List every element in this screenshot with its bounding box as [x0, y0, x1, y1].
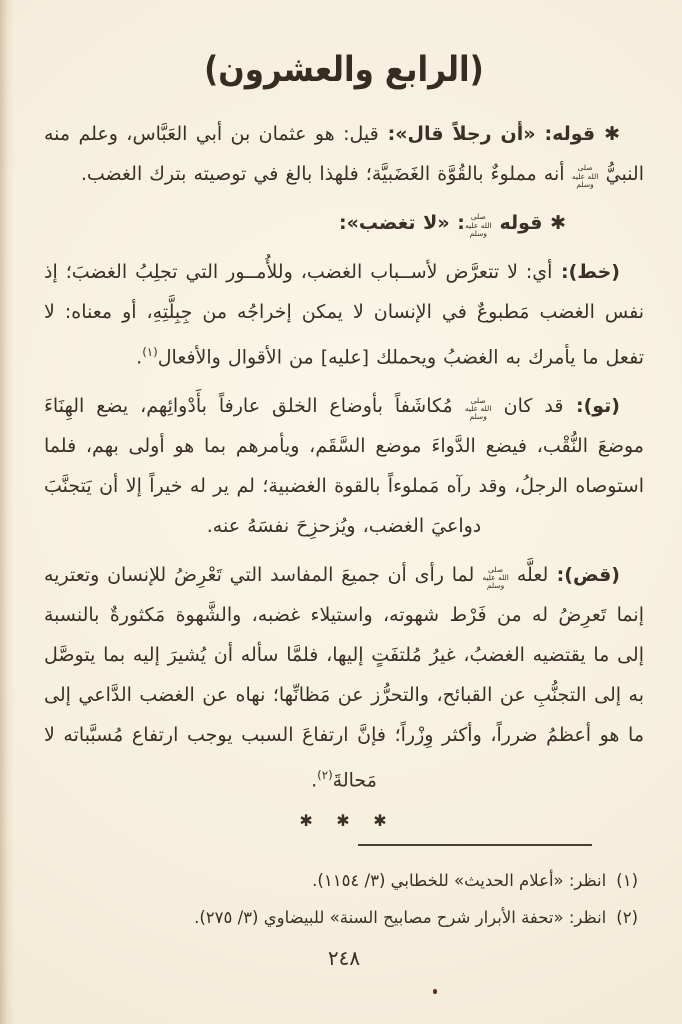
honorific-mark: صلى الله عليه وسلم — [482, 564, 509, 591]
emphasis-text: (خط): — [552, 261, 620, 283]
emphasis-text: ✱ قوله: «أن رجلاً قال»: — [378, 123, 620, 145]
body-run: . — [311, 769, 318, 792]
paragraph-qawl-la-taghdab — [44, 203, 644, 243]
body-run: قيل: هو عثمان بن أبي العَبَّاس، وعلم منه النبيُّ — [44, 123, 644, 185]
footnote-divider — [358, 844, 592, 846]
body-run: مُكاشَفاً بأوضاع الخلق عارفاً بأَدْوائِهم، يضع الهِنَاءَ موضعَ النُّقْب، فيضع الدَّواءَ موضع السَّقَم، ويأمرهم بما هو أولى بهم، فلما استوصاه الرجلُ، وقد رآه مَملوءاً بالقوة الغضبية؛ لم ير له خيراً إلا أن يَتجنَّبَ دواعيَ الغضب، ويُزحزِحَ نفسَهُ عنه. — [44, 395, 644, 538]
emphasis-text: (قض): — [548, 564, 620, 587]
page-number: ٢٤٨ — [327, 945, 361, 970]
paragraph-khatt — [44, 252, 644, 377]
footnote-number: (٢) — [616, 907, 638, 927]
emphasis-text: (تو): — [563, 395, 620, 418]
body-run: أي: لا تتعرَّض لأســباب الغضب، وللأُمــور التي تجلِبُ الغضبَ؛ إذ نفس الغضب مَطبوعٌ في الإنسان لا يمكن إخراجُه من جِبِلَّتِهِ، أو معناه: لا تفعل ما يأمرك به الغضبُ ويحملك [عليه] من الأقوال والأفعال — [44, 261, 644, 369]
footnote-text: انظر: «أعلام الحديث» للخطابي (٣/ ١١٥٤). — [312, 870, 607, 890]
body-run: لما رأى أن جميعَ المفاسد التي تَعْرِضُ للإنسان وتعتريه إنما تَعرِضُ له من فَرْط شهوته، واستيلاء غضبه، والشَّهوة مَكثورةٌ بالنسبة إلى ما يقتضيه الغضبُ، غيرُ مُلتفَتٍ إليها، فلمَّا سأله أن يُشيرَ إليه بما يتوصَّل به إلى التجنُّبِ عن القبائح، والتحرُّز عن مَظانِّها؛ نهاه عن الغضب الدَّاعي إلى ما هو أعظمُ ضرراً، وأكثر وِزْراً؛ فإنَّ ارتفاعَ السبب يوجب ارتفاع مُسبَّباته لا مَحالةَ — [44, 564, 644, 792]
emphasis-text: ✱ قوله — [491, 212, 566, 234]
emphasis-text: : «لا تغضب»: — [339, 212, 465, 234]
paragraph-qad — [44, 555, 644, 800]
footnote — [44, 899, 638, 936]
section-separator: ✱ ✱ ✱ — [299, 810, 389, 830]
footnote-number: (١) — [616, 870, 638, 890]
body-text — [44, 114, 644, 801]
body-run: قد كان — [491, 395, 564, 418]
honorific-mark: صلى الله عليه وسلم — [465, 212, 492, 238]
chapter-heading: (الرابع والعشرون) — [204, 49, 484, 91]
body-run: . — [136, 346, 143, 369]
paragraph-tu — [44, 386, 644, 546]
footnote-text: انظر: «تحفة الأبرار شرح مصابيح السنة» للبيضاوي (٣/ ٢٧٥). — [194, 907, 607, 927]
footnote-ref: (٢) — [317, 768, 333, 783]
paragraph-qawl-an-rajulan — [44, 114, 644, 194]
body-run: لعلَّه — [509, 564, 549, 587]
body-run: أنه مملوءٌ بالقُوَّة الغَضَبيَّة؛ فلهذا بالغ في توصيته بترك الغضب. — [80, 163, 572, 185]
honorific-mark: صلى الله عليه وسلم — [464, 395, 492, 422]
footnote-ref: (١) — [142, 345, 158, 359]
footnote — [44, 862, 638, 899]
honorific-mark: صلى الله عليه وسلم — [571, 163, 599, 189]
scan-speck — [433, 989, 437, 994]
footnotes — [44, 862, 644, 936]
